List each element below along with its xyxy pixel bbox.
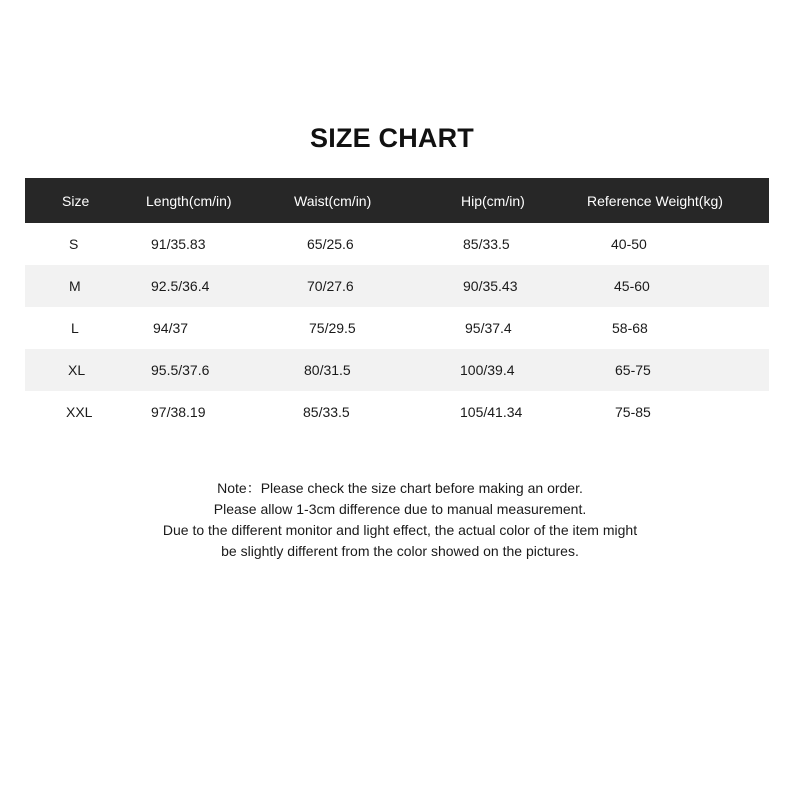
cell-length: 94/37 [153, 320, 189, 336]
cell-size: XXL [66, 404, 93, 420]
cell-hip: 95/37.4 [465, 320, 512, 336]
cell-length: 97/38.19 [151, 404, 206, 420]
cell-length: 95.5/37.6 [151, 362, 210, 378]
table-row [25, 223, 769, 265]
size-chart-table [25, 178, 769, 433]
cell-reference-weight: 45-60 [614, 278, 650, 294]
cell-length: 92.5/36.4 [151, 278, 210, 294]
header-size: Size [62, 192, 90, 209]
table-row [25, 391, 769, 433]
cell-waist: 85/33.5 [303, 404, 350, 420]
cell-size: M [69, 278, 81, 294]
cell-size: S [69, 236, 79, 252]
cell-length: 91/35.83 [151, 236, 206, 252]
header-length: Length(cm/in) [146, 192, 232, 209]
header-waist: Waist(cm/in) [294, 192, 372, 209]
cell-reference-weight: 75-85 [615, 404, 651, 420]
note-line: Please allow 1-3cm difference due to manual measurement. [213, 501, 587, 517]
cell-size: L [71, 320, 79, 336]
cell-reference-weight: 65-75 [615, 362, 651, 378]
note-line: Note：Please check the size chart before making an order. [217, 480, 583, 496]
cell-waist: 75/29.5 [309, 320, 356, 336]
cell-reference-weight: 58-68 [612, 320, 648, 336]
note-line: be slightly different from the color showed on the pictures. [221, 543, 579, 559]
cell-hip: 100/39.4 [460, 362, 515, 378]
size-note [0, 478, 800, 562]
cell-waist: 65/25.6 [307, 236, 354, 252]
cell-hip: 90/35.43 [463, 278, 518, 294]
page-title: SIZE CHART [310, 123, 474, 153]
table-header-row [25, 178, 769, 223]
cell-reference-weight: 40-50 [611, 236, 647, 252]
cell-size: XL [68, 362, 86, 378]
table-row [25, 349, 769, 391]
note-line: Due to the different monitor and light effect, the actual color of the item might [162, 522, 638, 538]
cell-waist: 80/31.5 [304, 362, 351, 378]
header-hip: Hip(cm/in) [461, 192, 525, 209]
cell-waist: 70/27.6 [307, 278, 354, 294]
table-row [25, 307, 769, 349]
header-reference-weight: Reference Weight(kg) [587, 192, 723, 209]
cell-hip: 85/33.5 [463, 236, 510, 252]
cell-hip: 105/41.34 [460, 404, 523, 420]
table-row [25, 265, 769, 307]
